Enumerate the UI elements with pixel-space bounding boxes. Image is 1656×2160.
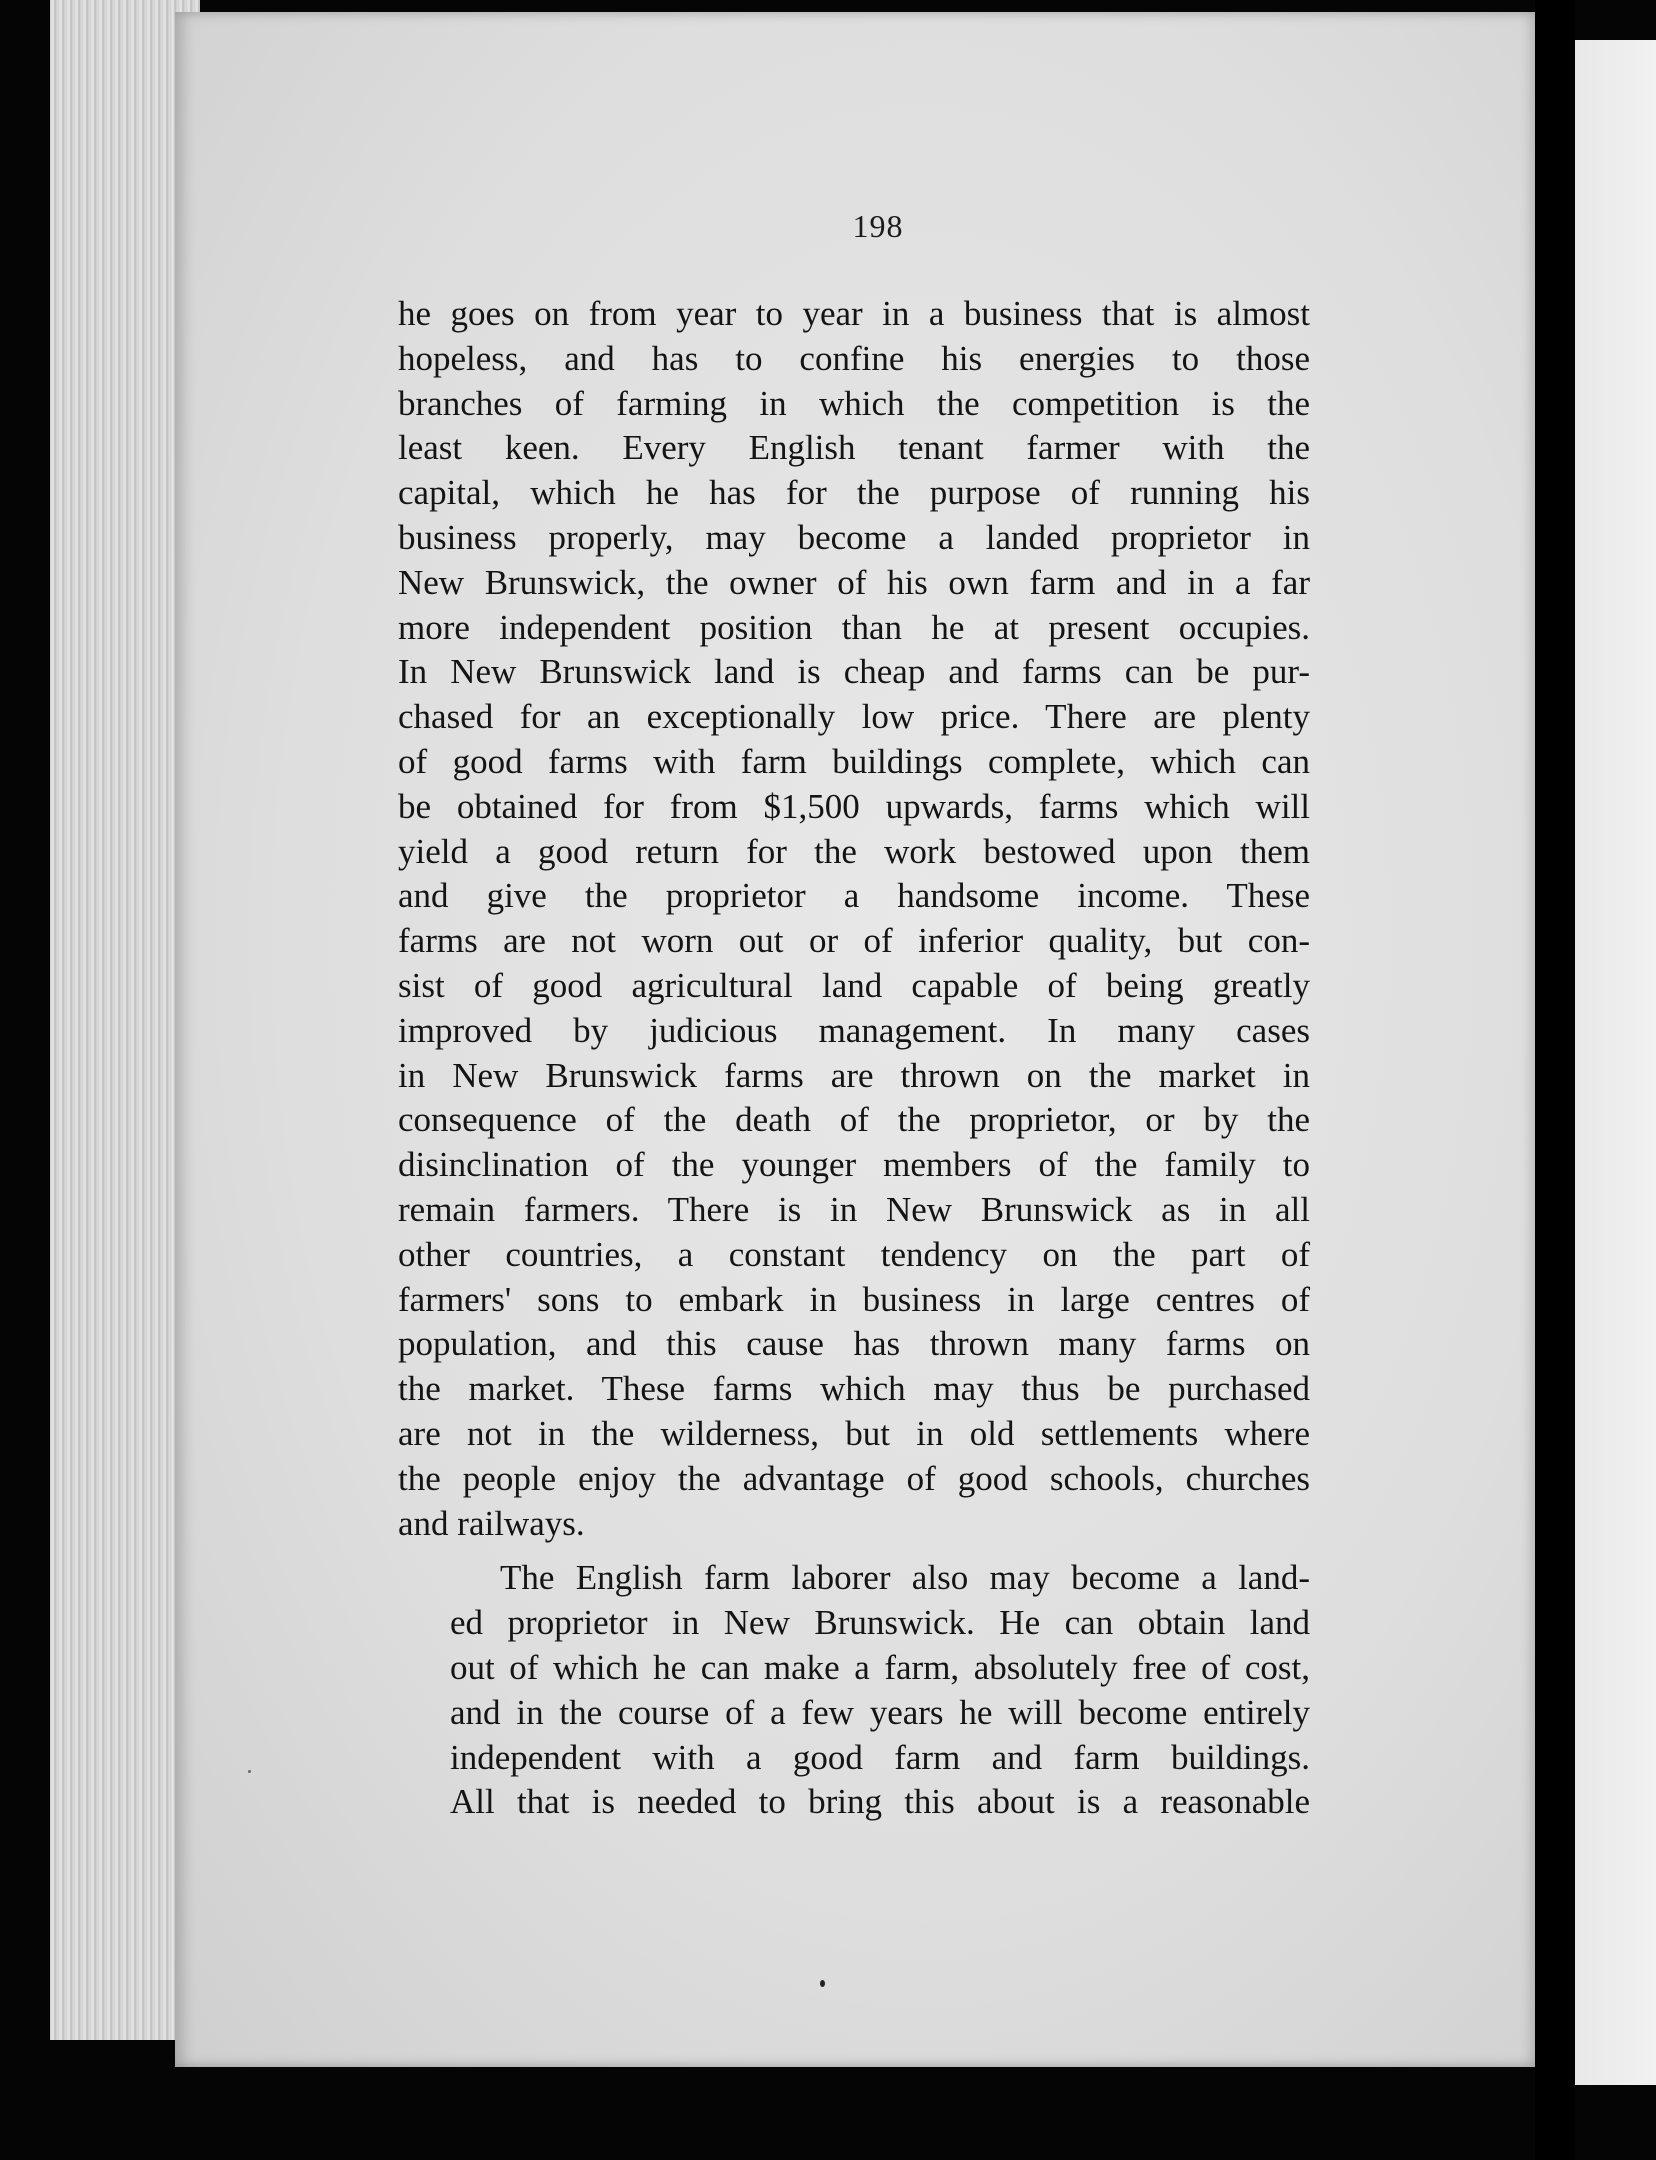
text-line: chased for an exceptionally low price. There are plenty: [398, 697, 1310, 737]
text-line: ed proprietor in New Brunswick. He can obtain land: [450, 1603, 1310, 1643]
paragraph: [398, 292, 1310, 1546]
text-line: farmers' sons to embark in business in large centres of: [398, 1279, 1310, 1319]
text-line: yield a good return for the work bestowed upon them: [398, 831, 1310, 871]
text-line: In New Brunswick land is cheap and farms can be pur-: [398, 652, 1310, 692]
text-line: and in the course of a few years he will become entirely: [450, 1692, 1310, 1732]
page-number: 198: [852, 208, 904, 244]
facing-page-edge: [1575, 40, 1656, 2085]
text-line: of good farms with farm buildings complete, which can: [398, 741, 1310, 781]
body-text: [398, 292, 1310, 1825]
text-line: and railways.: [398, 1503, 585, 1543]
text-line: farms are not worn out or of inferior quality, but con-: [398, 921, 1310, 961]
ink-speck: [820, 1980, 825, 1987]
text-line: sist of good agricultural land capable of being greatly: [398, 965, 1310, 1005]
text-line: more independent position than he at present occupies.: [398, 607, 1310, 647]
text-line: New Brunswick, the owner of his own farm and in a far: [398, 562, 1310, 602]
text-line: All that is needed to bring this about is a reasonable: [450, 1782, 1310, 1822]
text-line: independent with a good farm and farm buildings.: [450, 1737, 1310, 1777]
text-line: the market. These farms which may thus be purchased: [398, 1369, 1310, 1409]
text-line: are not in the wilderness, but in old settlements where: [398, 1413, 1310, 1453]
text-line: he goes on from year to year in a business that is almost: [398, 294, 1310, 333]
text-line: the people enjoy the advantage of good schools, churches: [398, 1458, 1310, 1498]
text-line: improved by judicious management. In many cases: [398, 1010, 1310, 1050]
text-line: in New Brunswick farms are thrown on the market in: [398, 1055, 1310, 1095]
text-line: business properly, may become a landed proprietor in: [398, 517, 1310, 557]
ink-speck: [248, 1770, 251, 1773]
text-line: remain farmers. There is in New Brunswick as in all: [398, 1189, 1310, 1229]
text-line: capital, which he has for the purpose of running his: [398, 473, 1310, 513]
text-line: hopeless, and has to confine his energies to those: [398, 338, 1310, 378]
text-line: The English farm laborer also may become a land-: [500, 1558, 1310, 1598]
paragraph: [398, 1556, 1310, 1825]
gutter-shadow: [1535, 0, 1575, 2160]
text-line: consequence of the death of the proprietor, or by the: [398, 1100, 1310, 1140]
text-line: branches of farming in which the competition is the: [398, 383, 1310, 423]
text-line: population, and this cause has thrown many farms on: [398, 1324, 1310, 1364]
text-line: other countries, a constant tendency on the part of: [398, 1234, 1310, 1274]
text-line: out of which he can make a farm, absolutely free of cost,: [450, 1647, 1310, 1687]
text-line: and give the proprietor a handsome income. These: [398, 876, 1310, 916]
text-line: be obtained for from $1,500 upwards, farms which will: [398, 786, 1310, 826]
text-line: disinclination of the younger members of the family to: [398, 1145, 1310, 1185]
text-line: least keen. Every English tenant farmer with the: [398, 428, 1310, 468]
